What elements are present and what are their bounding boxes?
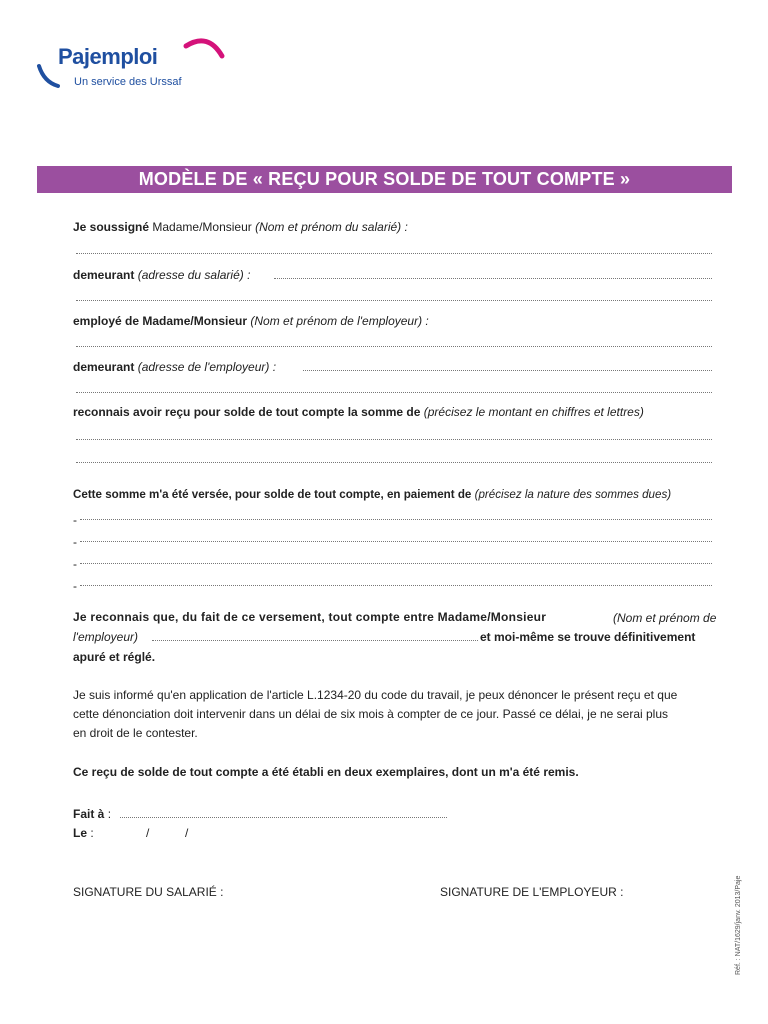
versee-label: Cette somme m'a été versée, pour solde de tout compte, en paiement de <box>73 488 472 501</box>
nature-field-4[interactable] <box>80 585 712 586</box>
nature-field-3[interactable] <box>80 563 712 564</box>
reconnais-para-hint-2: l'employeur) <box>73 630 138 644</box>
demeurant-employeur-line <box>73 360 276 374</box>
montant-field-2[interactable] <box>76 462 712 463</box>
versee-hint: (précisez la nature des sommes dues) <box>474 488 672 501</box>
fait-colon: : <box>107 807 112 821</box>
soussigne-line <box>73 220 408 234</box>
employeur-name-field[interactable] <box>76 346 712 347</box>
employe-label: employé de Madame/Monsieur <box>73 314 248 328</box>
demeurant-hint: (adresse de l'employeur) : <box>137 360 277 374</box>
fait-a-field[interactable] <box>120 817 447 818</box>
reference-code: Réf. : NAT/1629/janv. 2013/Paje <box>735 875 742 975</box>
nature-field-2[interactable] <box>80 541 712 542</box>
soussigne-hint: (Nom et prénom du salarié) : <box>255 220 408 234</box>
reconnais-para-bold-2: et moi-même se trouve définitivement <box>480 630 696 644</box>
employe-hint: (Nom et prénom de l'employeur) : <box>250 314 429 328</box>
logo-arc-pink-icon <box>146 34 226 64</box>
dash-bullet: - <box>73 535 77 549</box>
reconnais-hint: (précisez le montant en chiffres et lettres) <box>423 405 644 419</box>
reconnais-para-line-1 <box>73 610 546 624</box>
page-title: MODÈLE DE « REÇU POUR SOLDE DE TOUT COMPTE » <box>37 166 732 193</box>
signature-employeur-label: SIGNATURE DE L'EMPLOYEUR : <box>440 885 624 899</box>
date-slash: / <box>185 826 189 840</box>
employeur-address-field-2[interactable] <box>76 392 712 393</box>
fait-label: Fait à <box>73 807 105 821</box>
info-line: en droit de le contester. <box>73 726 198 740</box>
exemplaires-text: Ce reçu de solde de tout compte a été établi en deux exemplaires, dont un m'a été remis. <box>73 765 579 779</box>
soussigne-text: Madame/Monsieur <box>152 220 252 234</box>
nature-field-1[interactable] <box>80 519 712 520</box>
dash-bullet: - <box>73 513 77 527</box>
info-line: cette dénonciation doit intervenir dans un délai de six mois à compter de ce jour. Passé ce délai, je ne serai plus <box>73 707 669 721</box>
reconnais-para-bold-3: apuré et réglé. <box>73 650 156 664</box>
salarie-name-field[interactable] <box>76 253 712 254</box>
montant-field-1[interactable] <box>76 439 712 440</box>
signature-salarie-label: SIGNATURE DU SALARIÉ : <box>73 885 224 899</box>
demeurant-label: demeurant <box>73 360 135 374</box>
versee-line <box>73 488 671 501</box>
reconnais-para-hint: (Nom et prénom de <box>613 611 717 625</box>
employe-line <box>73 314 429 328</box>
employeur-name-field-2[interactable] <box>152 640 478 641</box>
reconnais-para-bold: Je reconnais que, du fait de ce versement, tout compte entre Madame/Monsieur <box>73 610 547 624</box>
le-label: Le <box>73 826 88 840</box>
demeurant-hint: (adresse du salarié) : <box>137 268 251 282</box>
le-colon: : <box>90 826 94 840</box>
reconnais-line <box>73 405 644 419</box>
demeurant-salarie-line <box>73 268 250 282</box>
demeurant-label: demeurant <box>73 268 135 282</box>
dash-bullet: - <box>73 579 77 593</box>
soussigne-label: Je soussigné <box>73 220 150 234</box>
date-slash: / <box>146 826 150 840</box>
le-line <box>73 826 94 840</box>
pajemploi-logo <box>36 32 196 96</box>
employeur-address-field-1[interactable] <box>303 370 712 371</box>
logo-subtitle: Un service des Urssaf <box>74 76 182 88</box>
info-paragraph <box>73 686 723 743</box>
salarie-address-field-2[interactable] <box>76 300 712 301</box>
logo-name: Pajemploi <box>58 44 158 69</box>
dash-bullet: - <box>73 557 77 571</box>
reconnais-label: reconnais avoir reçu pour solde de tout compte la somme de <box>73 405 421 419</box>
fait-line <box>73 807 111 821</box>
info-line: Je suis informé qu'en application de l'article L.1234-20 du code du travail, je peux dénoncer le présent reçu et que <box>73 688 678 702</box>
salarie-address-field-1[interactable] <box>274 278 712 279</box>
